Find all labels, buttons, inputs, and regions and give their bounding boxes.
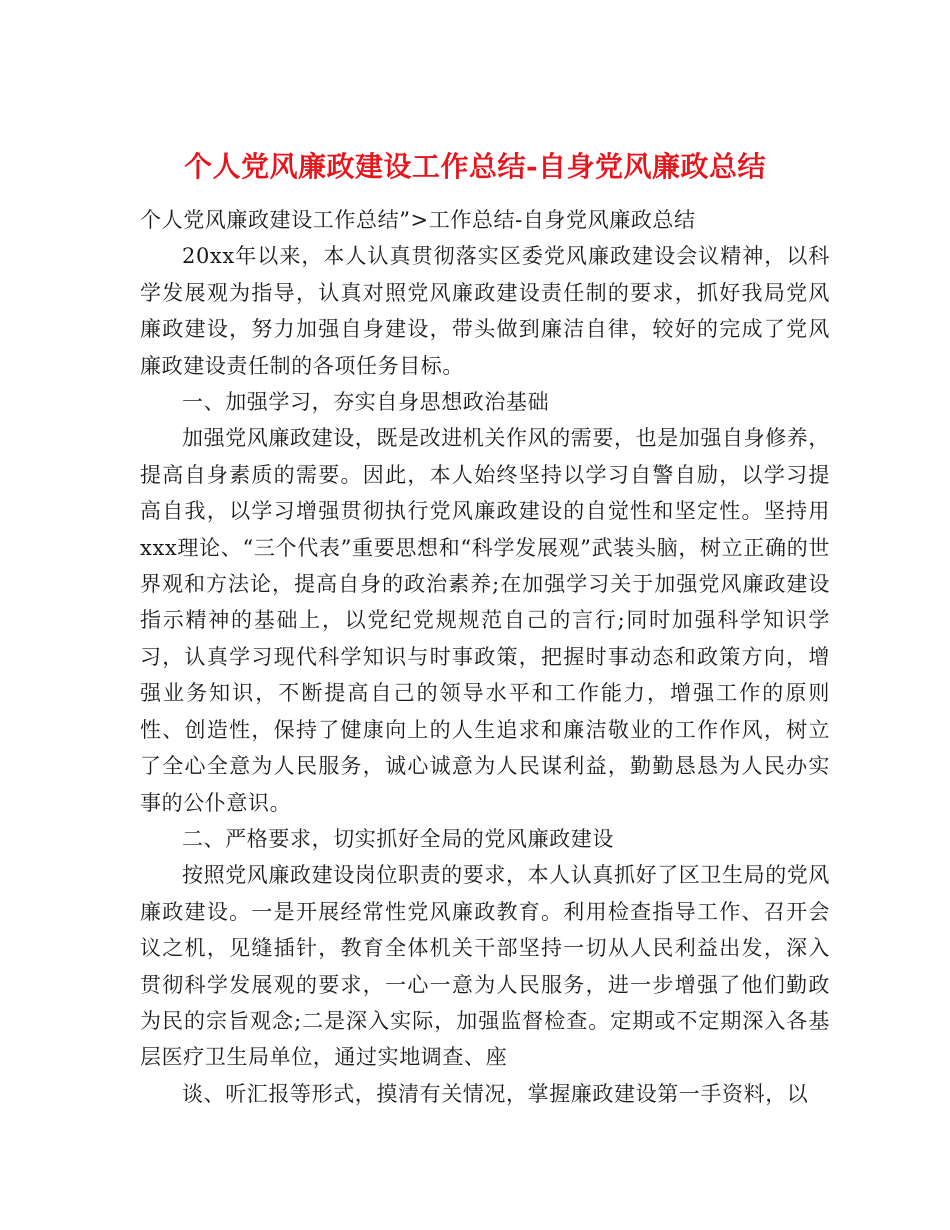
paragraph-study: 加强党风廉政建设，既是改进机关作风的需要，也是加强自身修养，提高自身素质的需要。因此，本人始终坚持以学习自警自励，以学习提高自我，以学习增强贯彻执行党风廉政建设的自觉性和坚定性。坚持用xxx理论、“三个代表”重要思想和“科学发展观”武装头脑，树立正确的世界观和方法论，提高自身的政治素养;在加强学习关于加强党风廉政建设指示精神的基础上，以党纪党规规范自己的言行;同时加强科学知识学习，认真学习现代科学知识与时事政策，把握时事动态和政策方向，增强业务知识，不断提高自己的领导水平和工作能力，增强工作的原则性、创造性，保持了健康向上的人生追求和廉洁敬业的工作作风，树立了全心全意为人民服务，诚心诚意为人民谋利益，勤勤恳恳为人民办实事的公仆意识。: [140, 426, 830, 815]
paragraph-source-line: 个人党风廉政建设工作总结”>工作总结-自身党风廉政总结: [140, 208, 696, 232]
section-heading-2: 二、严格要求，切实抓好全局的党风廉政建设: [182, 826, 614, 851]
paragraph-intro: 20xx年以来，本人认真贯彻落实区委党风廉政建设会议精神，以科学发展观为指导，认真对照党风廉政建设责任制的要求，抓好我局党风廉政建设，努力加强自身建设，带头做到廉洁自律，较好的完成了党风廉政建设责任制的各项任务目标。: [140, 244, 830, 378]
section-heading-1: 一、加强学习，夯实自身思想政治基础: [182, 390, 550, 415]
paragraph-requirements: 按照党风廉政建设岗位职责的要求，本人认真抓好了区卫生局的党风廉政建设。一是开展经常性党风廉政教育。利用检查指导工作、召开会议之机，见缝插针，教育全体机关干部坚持一切从人民利益出发，深入贯彻科学发展观的要求，一心一意为人民服务，进一步增强了他们勤政为民的宗旨观念;二是深入实际，加强监督检查。定期或不定期深入各基层医疗卫生局单位，通过实地调查、座: [140, 863, 830, 1070]
paragraph-continued: 谈、听汇报等形式，摸清有关情况，掌握廉政建设第一手资料，以: [182, 1081, 809, 1106]
document-title: 个人党风廉政建设工作总结-自身党风廉政总结: [183, 149, 767, 183]
document-body: [140, 202, 830, 1112]
